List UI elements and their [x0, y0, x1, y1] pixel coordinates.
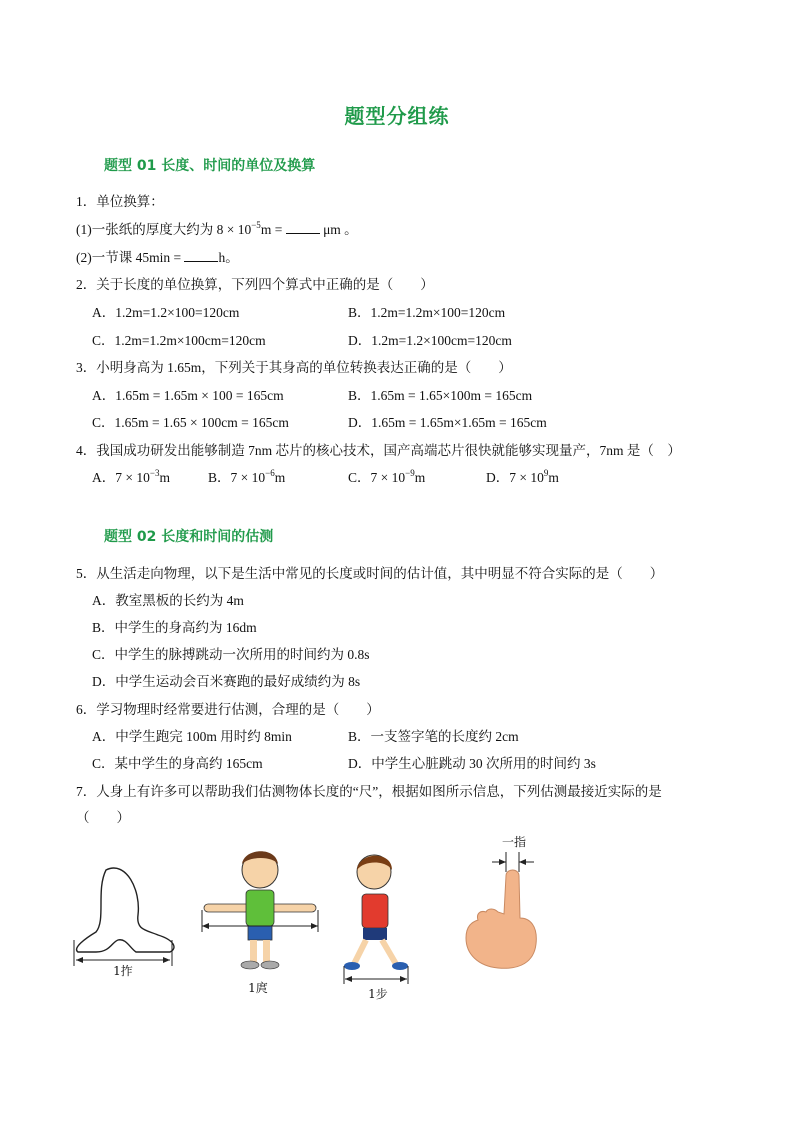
q4-a-unit: m	[159, 470, 170, 485]
q2-option-a: A．1.2m=1.2×100=120cm	[92, 305, 240, 320]
q4-b-unit: m	[274, 470, 286, 485]
q4-option-b	[208, 466, 285, 486]
label-zhi: 一指	[501, 835, 527, 849]
q6-option-b: B．一支签字笔的长度约 2cm	[348, 729, 519, 744]
q5-option-d: D．中学生运动会百米赛跑的最好成绩约为 8s	[92, 674, 361, 689]
q1-part2-tail: h。	[218, 250, 239, 265]
q1-part2	[76, 246, 239, 266]
label-bu: 1步	[368, 987, 388, 1000]
q2-option-c: C．1.2m=1.2m×100cm=120cm	[92, 333, 266, 348]
q6-stem: 6．学习物理时经常要进行估测，合理的是（ ）	[76, 702, 380, 717]
q1-part1-text: (1)一张纸的厚度大约为 8 × 10	[76, 222, 252, 237]
q1-stem: 1．单位换算：	[76, 194, 164, 209]
q6-option-d: D．中学生心脏跳动 30 次所用的时间约 3s	[348, 756, 596, 771]
q4-option-a	[92, 466, 170, 486]
stride-figure	[338, 848, 418, 1000]
green-shirt-icon	[246, 890, 274, 926]
q4-d-exp: 9	[543, 468, 549, 478]
q2-option-d: D．1.2m=1.2×100cm=120cm	[348, 333, 512, 348]
label-tuo: 1庹	[248, 981, 268, 995]
q2-option-b: B．1.2m=1.2m×100=120cm	[348, 305, 506, 320]
q1-part1-unit: m =	[260, 222, 286, 237]
arm-span-figure	[198, 838, 323, 998]
q2-stem: 2．关于长度的单位换算，下列四个算式中正确的是（ ）	[76, 277, 434, 292]
q3-option-b: B．1.65m = 1.65×100m = 165cm	[348, 388, 533, 403]
q1-part1-exponent: −5	[251, 220, 261, 230]
q6-option-c: C．某中学生的身高约 165cm	[92, 756, 263, 771]
q4-c-base: C．7 × 10	[348, 470, 406, 485]
q7-paren: （ ）	[76, 810, 130, 825]
q4-stem: 4．我国成功研发出能够制造 7nm 芯片的核心技术，国产高端芯片很快就能够实现量产，7nm 是（ ）	[76, 443, 681, 458]
q4-option-d	[486, 466, 559, 486]
q1-part1-blank[interactable]	[286, 221, 320, 234]
page-title: 题型分组练	[344, 104, 450, 128]
q4-a-base: A．7 × 10	[92, 470, 150, 485]
hand-span-figure	[66, 860, 181, 980]
q3-option-d: D．1.65m = 1.65m×1.65m = 165cm	[348, 415, 547, 430]
q4-option-c	[348, 466, 425, 486]
q1-part1-tail: μm 。	[319, 222, 358, 237]
hand-outline-icon	[77, 868, 174, 952]
finger-width-figure	[456, 826, 546, 976]
q1-part1	[76, 218, 358, 238]
section-heading-2: 题型 02 长度和时间的估测	[104, 529, 274, 545]
q1-part2-blank[interactable]	[184, 249, 218, 262]
q3-stem: 3．小明身高为 1.65m，下列关于其身高的单位转换表达正确的是（ ）	[76, 360, 512, 375]
q4-c-exp: −9	[405, 468, 415, 478]
q5-option-a: A．教室黑板的长约为 4m	[92, 593, 244, 608]
q4-c-unit: m	[414, 470, 426, 485]
q7-stem: 7．人身上有许多可以帮助我们估测物体长度的“尺”，根据如图所示信息，下列估测最接近实际的是	[76, 784, 662, 799]
q5-stem: 5．从生活走向物理，以下是生活中常见的长度或时间的估计值，其中明显不符合实际的是（ ）	[76, 566, 664, 581]
label-zha: 1拃	[113, 964, 133, 978]
section-heading-1: 题型 01 长度、时间的单位及换算	[104, 158, 316, 174]
red-shirt-icon	[362, 894, 388, 928]
q4-d-base: D．7 × 10	[486, 470, 544, 485]
q3-option-c: C．1.65m = 1.65 × 100cm = 165cm	[92, 415, 289, 430]
q4-b-exp: −6	[265, 468, 275, 478]
q6-option-a: A．中学生跑完 100m 用时约 8min	[92, 729, 292, 744]
finger-hand-icon	[466, 870, 536, 968]
q1-part2-text: (2)一节课 45min =	[76, 250, 185, 265]
q4-d-unit: m	[548, 470, 559, 485]
q3-option-a: A．1.65m = 1.65m × 100 = 165cm	[92, 388, 284, 403]
q4-b-base: B．7 × 10	[208, 470, 266, 485]
q5-option-b: B．中学生的身高约为 16dm	[92, 620, 257, 635]
q4-a-exp: −3	[149, 468, 160, 478]
q5-option-c: C．中学生的脉搏跳动一次所用的时间约为 0.8s	[92, 647, 370, 662]
